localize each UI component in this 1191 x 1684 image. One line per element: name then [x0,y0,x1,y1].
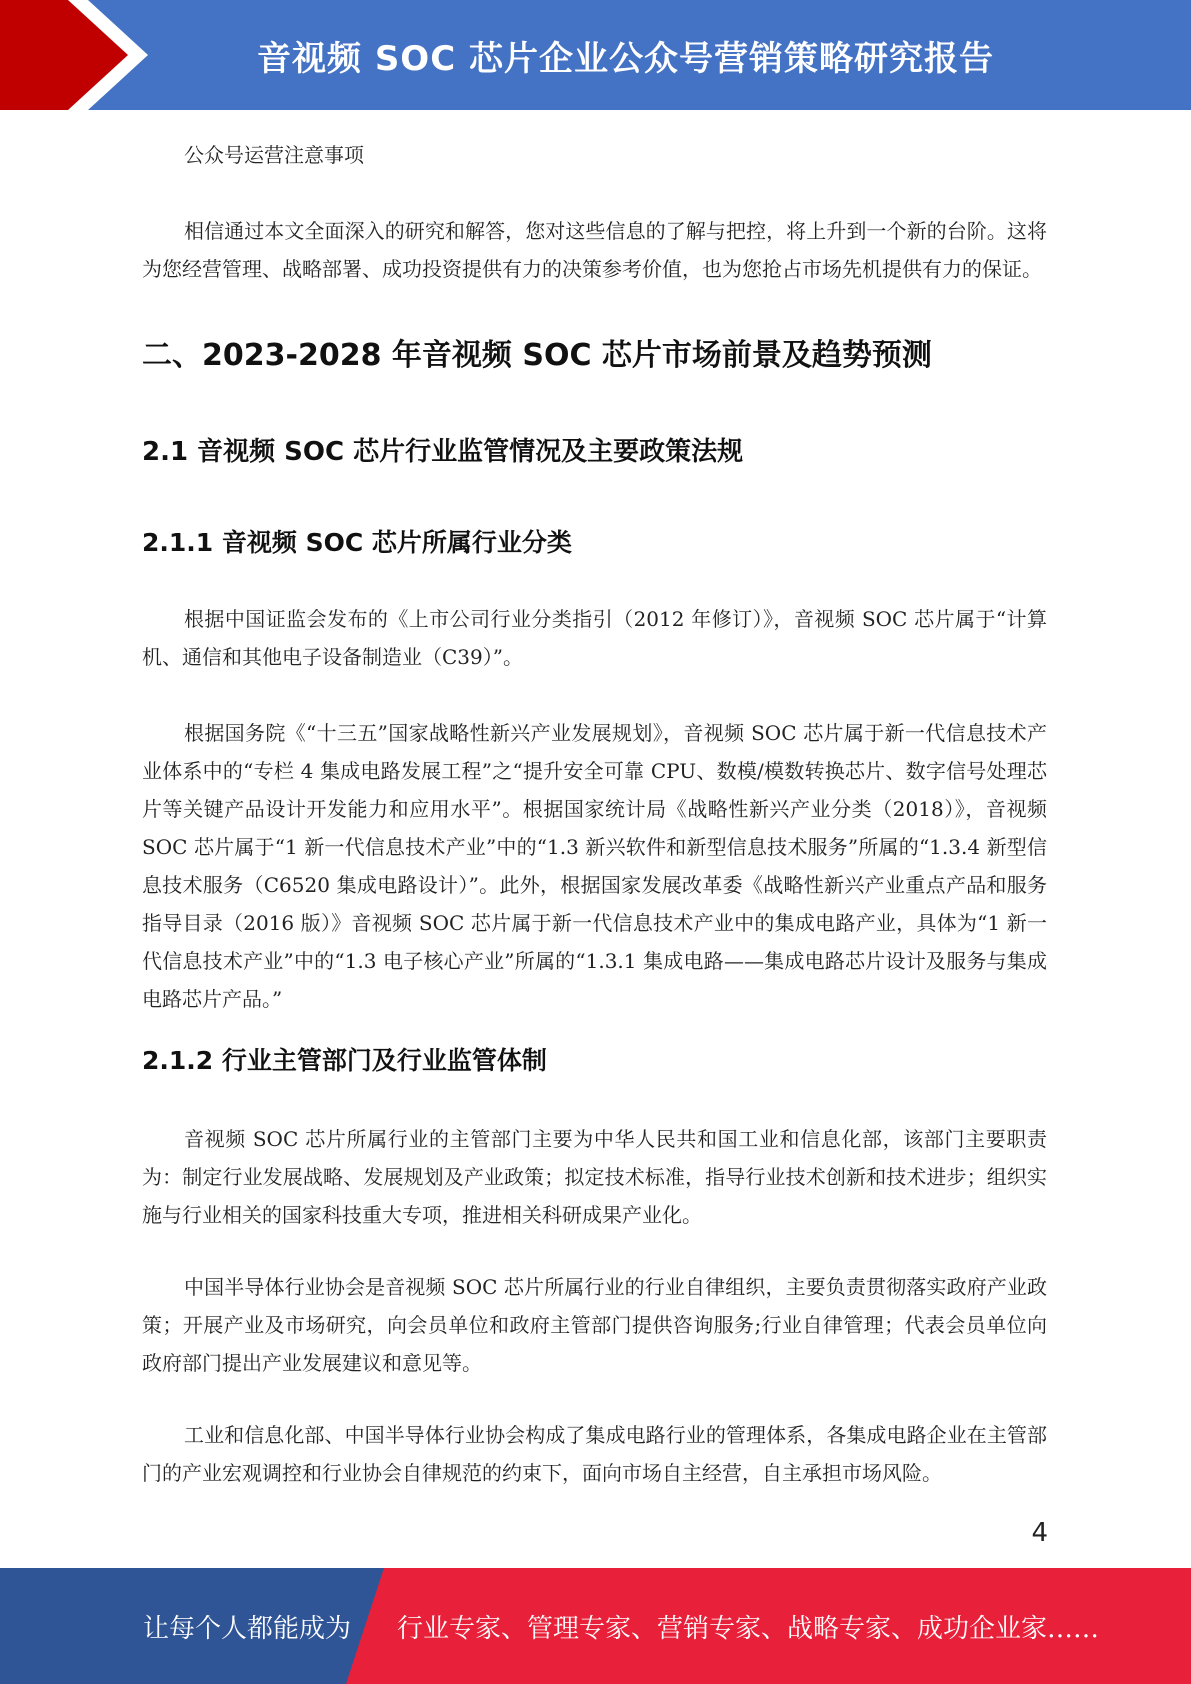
page-footer [0,1568,1191,1684]
footer-slogan-right: 行业专家、管理专家、营销专家、战略专家、成功企业家…… [397,1613,1100,1644]
paragraph-2-1-2-c: 工业和信息化部、中国半导体行业协会构成了集成电路行业的管理体系，各集成电路企业在主管部门的产业宏观调控和行业协会自律规范的约束下，面向市场自主经营，自主承担市场风险。 [142,1423,1047,1485]
paragraph-2-1-2-b: 中国半导体行业协会是音视频 SOC 芯片所属行业的行业自律组织，主要负责贯彻落实政府产业政策；开展产业及市场研究，向会员单位和政府主管部门提供咨询服务;行业自律管理；代表会员单位向政府部门提出产业发展建议和意见等。 [142,1275,1047,1375]
report-title: 音视频 SOC 芯片企业公众号营销策略研究报告 [256,38,994,79]
footer-slogan-left: 让每个人都能成为 [143,1613,352,1644]
section-heading-2-1: 2.1 音视频 SOC 芯片行业监管情况及主要政策法规 [142,437,744,467]
page-header [0,0,1191,110]
paragraph-2-1-1-a: 根据中国证监会发布的《上市公司行业分类指引（2012 年修订）》，音视频 SOC 芯片属于“计算机、通信和其他电子设备制造业（C39）”。 [142,607,1047,669]
page-number: 4 [1031,1518,1048,1548]
paragraph-intro-summary: 相信通过本文全面深入的研究和解答，您对这些信息的了解与把控，将上升到一个新的台阶。这将为您经营管理、战略部署、成功投资提供有力的决策参考价值，也为您抢占市场先机提供有力的保证。 [142,219,1047,281]
section-heading-2: 二、2023-2028 年音视频 SOC 芯片市场前景及趋势预测 [142,338,932,373]
section-heading-2-1-1: 2.1.1 音视频 SOC 芯片所属行业分类 [142,528,572,557]
paragraph-2-1-1-b: 根据国务院《“十三五”国家战略性新兴产业发展规划》，音视频 SOC 芯片属于新一代信息技术产业体系中的“专栏 4 集成电路发展工程”之“提升安全可靠 CPU、数模/模数转换芯片、数字信号处理芯片等关键产品设计开发能力和应用水平”。根据国家统计局《战略性新兴产业分类（2018）》，音视频 SOC 芯片属于“1 新一代信息技术产业”中的“1.3 新兴软件和新型信息技术服务”所属的“1.3.4 新型信息技术服务（C6520 集成电路设计）”。此外，根据国家发展改革委《战略性新兴产业重点产品和服务指导目录（2016 版）》音视频 SOC 芯片属于新一代信息技术产业中的集成电路产业，具体为“1 新一代信息技术产业”中的“1.3 电子核心产业”所属的“1.3.1 集成电路——集成电路芯片设计及服务与集成电路芯片产品。” [142,721,1047,1011]
header-arrow-decoration [0,0,160,110]
section-heading-2-1-2: 2.1.2 行业主管部门及行业监管体制 [142,1046,547,1075]
page-body [142,120,1047,1492]
paragraph-2-1-2-a: 音视频 SOC 芯片所属行业的主管部门主要为中华人民共和国工业和信息化部，该部门主要职责为：制定行业发展战略、发展规划及产业政策；拟定技术标准，指导行业技术创新和技术进步；组织实施与行业相关的国家科技重大专项，推进相关科研成果产业化。 [142,1127,1047,1227]
paragraph-intro-item: 公众号运营注意事项 [184,143,364,167]
